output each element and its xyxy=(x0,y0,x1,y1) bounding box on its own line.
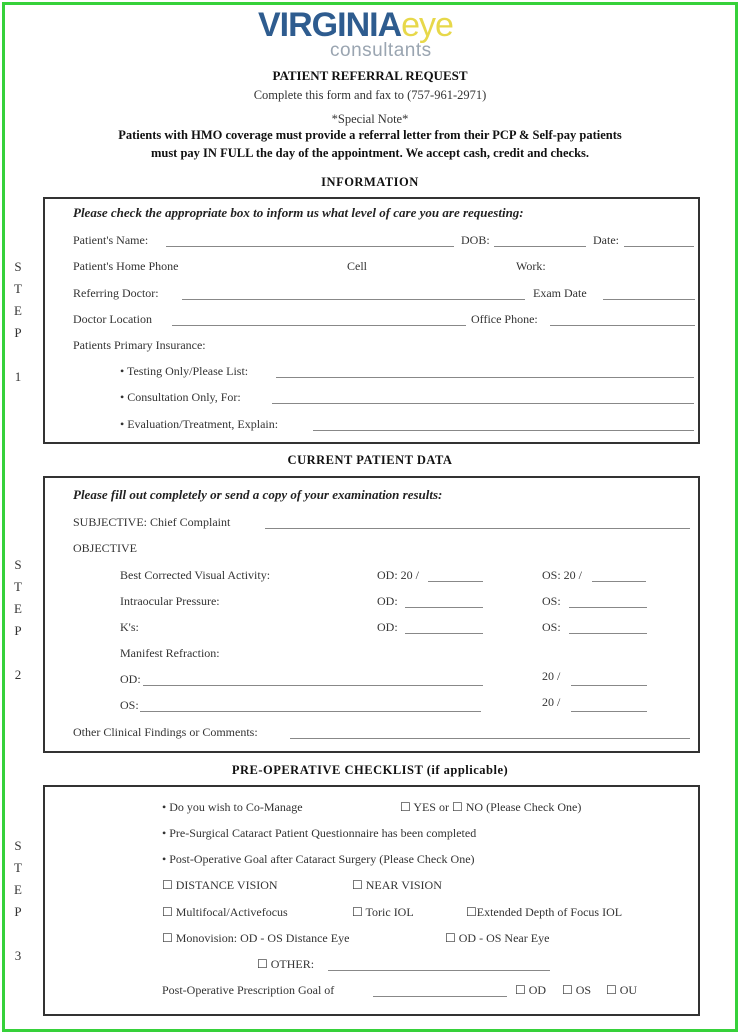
other-findings-label: Other Clinical Findings or Comments: xyxy=(73,725,258,739)
bcva-os-label: OS: 20 / xyxy=(542,568,583,582)
testing-only-label: • Testing Only/Please List: xyxy=(120,364,249,378)
patient-name-field[interactable] xyxy=(166,246,454,247)
ks-os-label: OS: xyxy=(542,620,561,634)
evaluation-treatment-label: • Evaluation/Treatment, Explain: xyxy=(120,417,279,431)
bcva-od-label: OD: 20 / xyxy=(377,568,419,582)
ks-od-field[interactable] xyxy=(405,633,483,634)
evaluation-treatment-field[interactable] xyxy=(313,430,694,431)
logo-word-consultants: consultants xyxy=(330,40,432,61)
extended-depth-of-focus-checkbox[interactable]: ☐Extended Depth of Focus IOL xyxy=(466,905,623,919)
iop-os-label: OS: xyxy=(542,594,561,608)
manifest-os-20-label: 20 / xyxy=(542,695,561,709)
testing-only-field[interactable] xyxy=(276,377,694,378)
multifocal-checkbox[interactable]: ☐ Multifocal/Activefocus xyxy=(162,905,288,919)
consultation-only-label: • Consultation Only, For: xyxy=(120,390,241,404)
questionnaire-completed-item: • Pre-Surgical Cataract Patient Questionnaire has been completed xyxy=(162,826,477,840)
virginia-eye-logo xyxy=(258,6,538,64)
dob-label: DOB: xyxy=(461,233,490,247)
patient-name-label: Patient's Name: xyxy=(73,233,149,247)
special-note-line-1: Patients with HMO coverage must provide a referral letter from their PCP & Self-pay patients xyxy=(118,128,622,142)
fax-instructions: Complete this form and fax to (757-961-2971) xyxy=(253,88,487,102)
office-phone-field[interactable] xyxy=(550,325,695,326)
dob-field[interactable] xyxy=(494,246,586,247)
prescription-goal-field[interactable] xyxy=(373,996,507,997)
step-3-label: S T E P 3 xyxy=(14,838,22,963)
manifest-od-20-field[interactable] xyxy=(571,685,647,686)
doctor-location-field[interactable] xyxy=(172,325,466,326)
subjective-label: SUBJECTIVE: Chief Complaint xyxy=(73,515,231,529)
distance-vision-checkbox[interactable]: ☐ DISTANCE VISION xyxy=(162,878,278,892)
iop-label: Intraocular Pressure: xyxy=(120,594,220,608)
manifest-od-label: OD: xyxy=(120,672,141,686)
comanage-question: • Do you wish to Co-Manage xyxy=(162,800,303,814)
objective-label: OBJECTIVE xyxy=(73,541,137,555)
pre-operative-checklist-box xyxy=(43,785,700,1016)
other-checkbox[interactable]: ☐ OTHER: xyxy=(257,957,315,971)
bcva-os-field[interactable] xyxy=(592,581,646,582)
work-label: Work: xyxy=(516,259,546,273)
manifest-os-field[interactable] xyxy=(140,711,481,712)
primary-insurance-label: Patients Primary Insurance: xyxy=(73,338,206,352)
post-op-goal-item: • Post-Operative Goal after Cataract Surgery (Please Check One) xyxy=(162,852,475,866)
consultation-only-field[interactable] xyxy=(272,403,694,404)
ks-label: K's: xyxy=(120,620,139,634)
os-checkbox[interactable]: ☐ OS xyxy=(562,983,592,997)
comanage-yes-no-checkboxes[interactable]: ☐ YES or ☐ NO (Please Check One) xyxy=(400,800,582,814)
section-heading-information: INFORMATION xyxy=(321,175,419,189)
iop-od-field[interactable] xyxy=(405,607,483,608)
special-note-line-2: must pay IN FULL the day of the appointment. We accept cash, credit and checks. xyxy=(150,146,590,160)
section-heading-current-patient-data: CURRENT PATIENT DATA xyxy=(287,453,453,467)
prescription-goal-label: Post-Operative Prescription Goal of xyxy=(162,983,335,997)
toric-iol-checkbox[interactable]: ☐ Toric IOL xyxy=(352,905,414,919)
date-label: Date: xyxy=(593,233,619,247)
monovision-checkbox[interactable]: ☐ Monovision: OD - OS Distance Eye xyxy=(162,931,350,945)
section-2-instruction: Please fill out completely or send a copy of your examination results: xyxy=(73,487,443,502)
iop-od-label: OD: xyxy=(377,594,398,608)
logo-word-virginia: VIRGINIA xyxy=(258,6,402,44)
step-1-label: S T E P 1 xyxy=(14,259,22,384)
exam-date-label: Exam Date xyxy=(533,286,587,300)
referring-doctor-label: Referring Doctor: xyxy=(73,286,159,300)
cell-label: Cell xyxy=(347,259,367,273)
exam-date-field[interactable] xyxy=(603,299,695,300)
special-note-label: *Special Note* xyxy=(331,112,409,126)
section-heading-pre-operative-checklist: PRE-OPERATIVE CHECKLIST (if applicable) xyxy=(231,763,509,777)
logo-word-eye: eye xyxy=(401,6,453,44)
office-phone-label: Office Phone: xyxy=(471,312,538,326)
ks-os-field[interactable] xyxy=(569,633,647,634)
doctor-location-label: Doctor Location xyxy=(73,312,152,326)
form-title: PATIENT REFERRAL REQUEST xyxy=(272,68,468,83)
od-checkbox[interactable]: ☐ OD xyxy=(515,983,547,997)
referring-doctor-field[interactable] xyxy=(182,299,525,300)
near-vision-checkbox[interactable]: ☐ NEAR VISION xyxy=(352,878,442,892)
manifest-refraction-label: Manifest Refraction: xyxy=(120,646,220,660)
other-findings-field[interactable] xyxy=(290,738,690,739)
bcva-od-field[interactable] xyxy=(428,581,483,582)
manifest-os-label: OS: xyxy=(120,698,139,712)
chief-complaint-field[interactable] xyxy=(265,528,690,529)
manifest-od-field[interactable] xyxy=(143,685,483,686)
section-1-instruction: Please check the appropriate box to inform us what level of care you are requesting: xyxy=(73,205,524,220)
iop-os-field[interactable] xyxy=(569,607,647,608)
other-goal-field[interactable] xyxy=(328,970,550,971)
date-field[interactable] xyxy=(624,246,694,247)
od-os-near-eye-checkbox[interactable]: ☐ OD - OS Near Eye xyxy=(445,931,550,945)
step-2-label: S T E P 2 xyxy=(14,557,22,682)
home-phone-label: Patient's Home Phone xyxy=(73,259,179,273)
ks-od-label: OD: xyxy=(377,620,398,634)
ou-checkbox[interactable]: ☐ OU xyxy=(606,983,638,997)
manifest-os-20-field[interactable] xyxy=(571,711,647,712)
bcva-label: Best Corrected Visual Activity: xyxy=(120,568,271,582)
manifest-od-20-label: 20 / xyxy=(542,669,561,683)
